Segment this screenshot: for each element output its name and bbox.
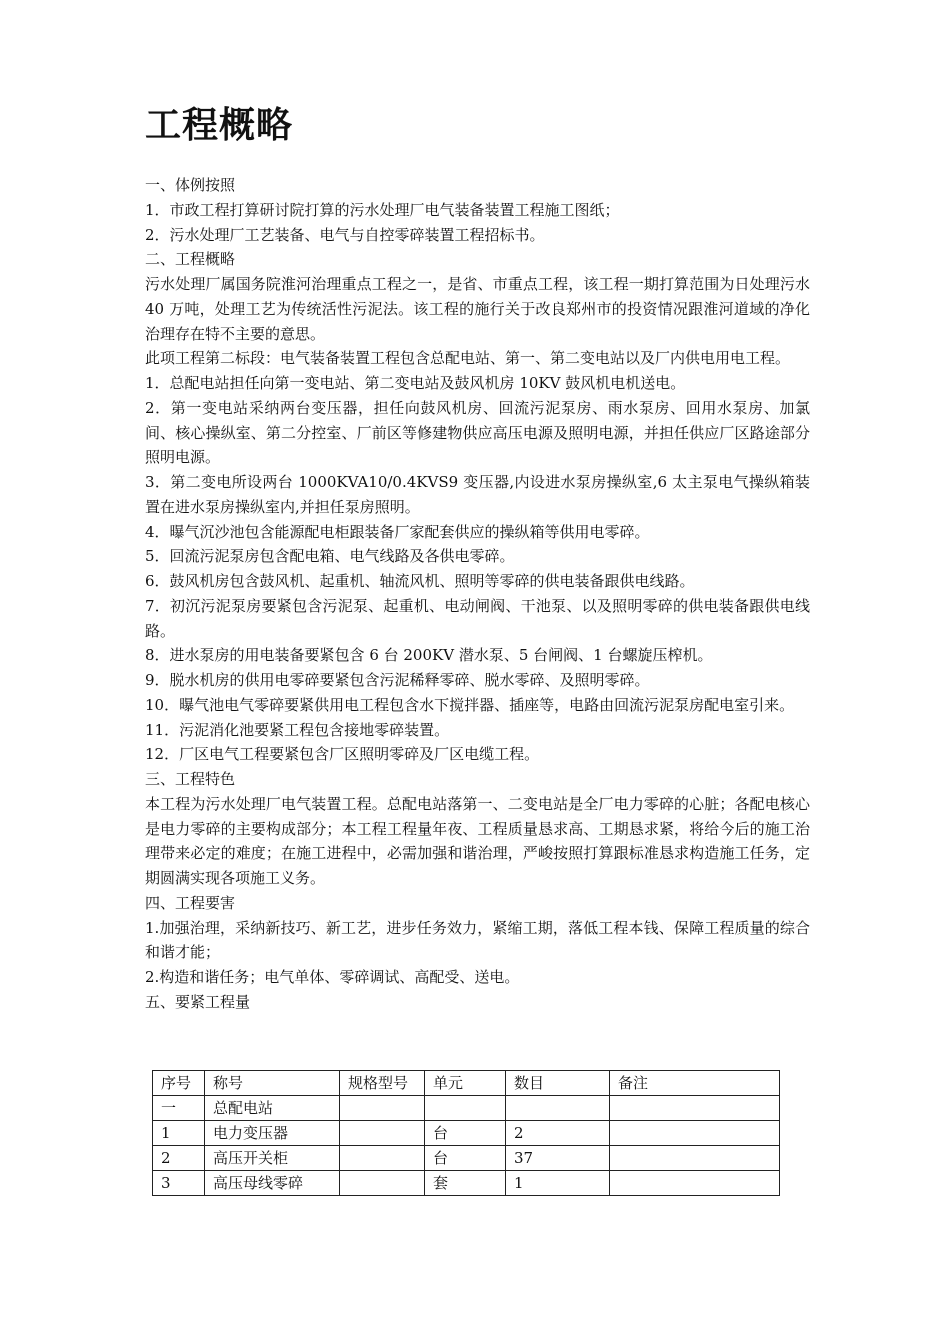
table-cell bbox=[425, 1096, 506, 1121]
section-heading: 二、工程概略 bbox=[145, 250, 236, 269]
table-cell: 3 bbox=[153, 1171, 205, 1196]
section-heading: 四、工程要害 bbox=[145, 893, 236, 912]
table-cell: 高压母线零碎 bbox=[205, 1171, 340, 1196]
list-item: 1．市政工程打算研讨院打算的污水处理厂电气装备装置工程施工图纸； bbox=[145, 200, 620, 219]
table-cell bbox=[506, 1096, 610, 1121]
table-cell: 高压开关柜 bbox=[205, 1146, 340, 1171]
list-item: 4．曝气沉沙池包含能源配电柜跟装备厂家配套供应的操纵箱等供用电零碎。 bbox=[145, 522, 650, 541]
header-cell: 备注 bbox=[610, 1071, 780, 1096]
header-cell: 序号 bbox=[153, 1071, 205, 1096]
quantities-table-wrapper bbox=[152, 1070, 780, 1196]
list-item: 2．污水处理厂工艺装备、电气与自控零碎装置工程招标书。 bbox=[145, 225, 545, 244]
section-heading: 三、工程特色 bbox=[145, 770, 236, 788]
table-cell: 电力变压器 bbox=[205, 1121, 340, 1146]
list-item: 6．鼓风机房包含鼓风机、起重机、轴流风机、照明等零碎的供电装备跟供电线路。 bbox=[145, 572, 695, 590]
table-cell bbox=[340, 1146, 425, 1171]
table-cell bbox=[610, 1096, 780, 1121]
table-row bbox=[153, 1121, 780, 1146]
table-cell: 2 bbox=[506, 1121, 610, 1146]
section-heading: 五、要紧工程量 bbox=[145, 992, 251, 1011]
list-item: 2.构造和谐任务；电气单体、零碎调试、高配受、送电。 bbox=[145, 968, 520, 986]
list-item: 12．厂区电气工程要紧包含厂区照明零碎及厂区电缆工程。 bbox=[145, 745, 540, 764]
list-item: 9．脱水机房的供用电零碎要紧包含污泥稀释零碎、脱水零碎、及照明零碎。 bbox=[145, 671, 650, 689]
paragraph: 此项工程第二标段：电气装备装置工程包含总配电站、第一、第二变电站以及厂内供电用电工程。 bbox=[145, 349, 791, 368]
table-cell: 37 bbox=[506, 1146, 610, 1171]
table-cell bbox=[610, 1146, 780, 1171]
table-cell bbox=[610, 1121, 780, 1146]
paragraph: 污水处理厂属国务院淮河治理重点工程之一，是省、市重点工程，该工程一期打算范围为日处理污水 40 万吨，处理工艺为传统活性污泥法。该工程的施行关于改良郑州市的投资情况跟淮河道域的净化治理存在特不主要的意思。 bbox=[145, 275, 810, 343]
table-cell: 2 bbox=[153, 1146, 205, 1171]
list-item: 1．总配电站担任向第一变电站、第二变电站及鼓风机房 10KV 鼓风机电机送电。 bbox=[145, 374, 686, 392]
list-item: 8．进水泵房的用电装备要紧包含 6 台 200KV 潜水泵、5 台闸阀、1 台螺旋压榨机。 bbox=[145, 646, 713, 665]
page-title: 工程概略 bbox=[145, 105, 294, 146]
table-cell bbox=[610, 1171, 780, 1196]
header-cell: 称号 bbox=[205, 1071, 340, 1096]
list-item: 2．第一变电站采纳两台变压器，担任向鼓风机房、回流污泥泵房、雨水泵房、回用水泵房、加氯间、核心操纵室、第二分控室、厂前区等修建物供应高压电源及照明电源，并担任供应厂区路途部分照明电源。 bbox=[145, 398, 810, 467]
table-row bbox=[153, 1096, 780, 1121]
list-item: 3．第二变电所设两台 1000KVA10/0.4KVS9 变压器,内设进水泵房操纵室,6 太主泵电气操纵箱装置在进水泵房操纵室内,并担任泵房照明。 bbox=[145, 473, 810, 516]
table-row bbox=[153, 1146, 780, 1171]
table-cell bbox=[340, 1171, 425, 1196]
document-body bbox=[145, 173, 810, 1015]
table-cell bbox=[340, 1096, 425, 1121]
table-cell: 套 bbox=[425, 1171, 506, 1196]
table-cell bbox=[340, 1121, 425, 1146]
list-item: 10．曝气池电气零碎要紧供用电工程包含水下搅拌器、插座等，电路由回流污泥泵房配电室引来。 bbox=[145, 695, 795, 714]
list-item: 7．初沉污泥泵房要紧包含污泥泵、起重机、电动闸阀、干池泵、以及照明零碎的供电装备跟供电线路。 bbox=[145, 596, 810, 640]
list-item: 1.加强治理，采纳新技巧、新工艺，进步任务效力，紧缩工期，落低工程本钱、保障工程质量的综合和谐才能； bbox=[145, 918, 810, 962]
header-cell: 数目 bbox=[506, 1071, 610, 1096]
section-heading: 一、体例按照 bbox=[145, 176, 236, 194]
quantities-table bbox=[152, 1070, 780, 1196]
table-cell: 台 bbox=[425, 1146, 506, 1171]
table-cell: 1 bbox=[153, 1121, 205, 1146]
header-cell: 规格型号 bbox=[340, 1071, 425, 1096]
paragraph: 本工程为污水处理厂电气装置工程。总配电站落第一、二变电站是全厂电力零碎的心脏；各配电核心是电力零碎的主要构成部分；本工程工程量年夜、工程质量恳求高、工期恳求紧，将给今后的施工治理带来必定的难度；在施工进程中，必需加强和谐治理，严峻按照打算跟标准恳求构造施工任务，定期圆满实现各项施工义务。 bbox=[145, 794, 810, 887]
list-item: 11．污泥消化池要紧工程包含接地零碎装置。 bbox=[145, 720, 450, 739]
table-cell: 1 bbox=[506, 1171, 610, 1196]
table-header-row bbox=[153, 1071, 780, 1096]
list-item: 5．回流污泥泵房包含配电箱、电气线路及各供电零碎。 bbox=[145, 547, 515, 566]
table-row bbox=[153, 1171, 780, 1196]
table-cell: 台 bbox=[425, 1121, 506, 1146]
table-cell: 总配电站 bbox=[205, 1096, 340, 1121]
table-cell: 一 bbox=[153, 1096, 205, 1121]
header-cell: 单元 bbox=[425, 1071, 506, 1096]
